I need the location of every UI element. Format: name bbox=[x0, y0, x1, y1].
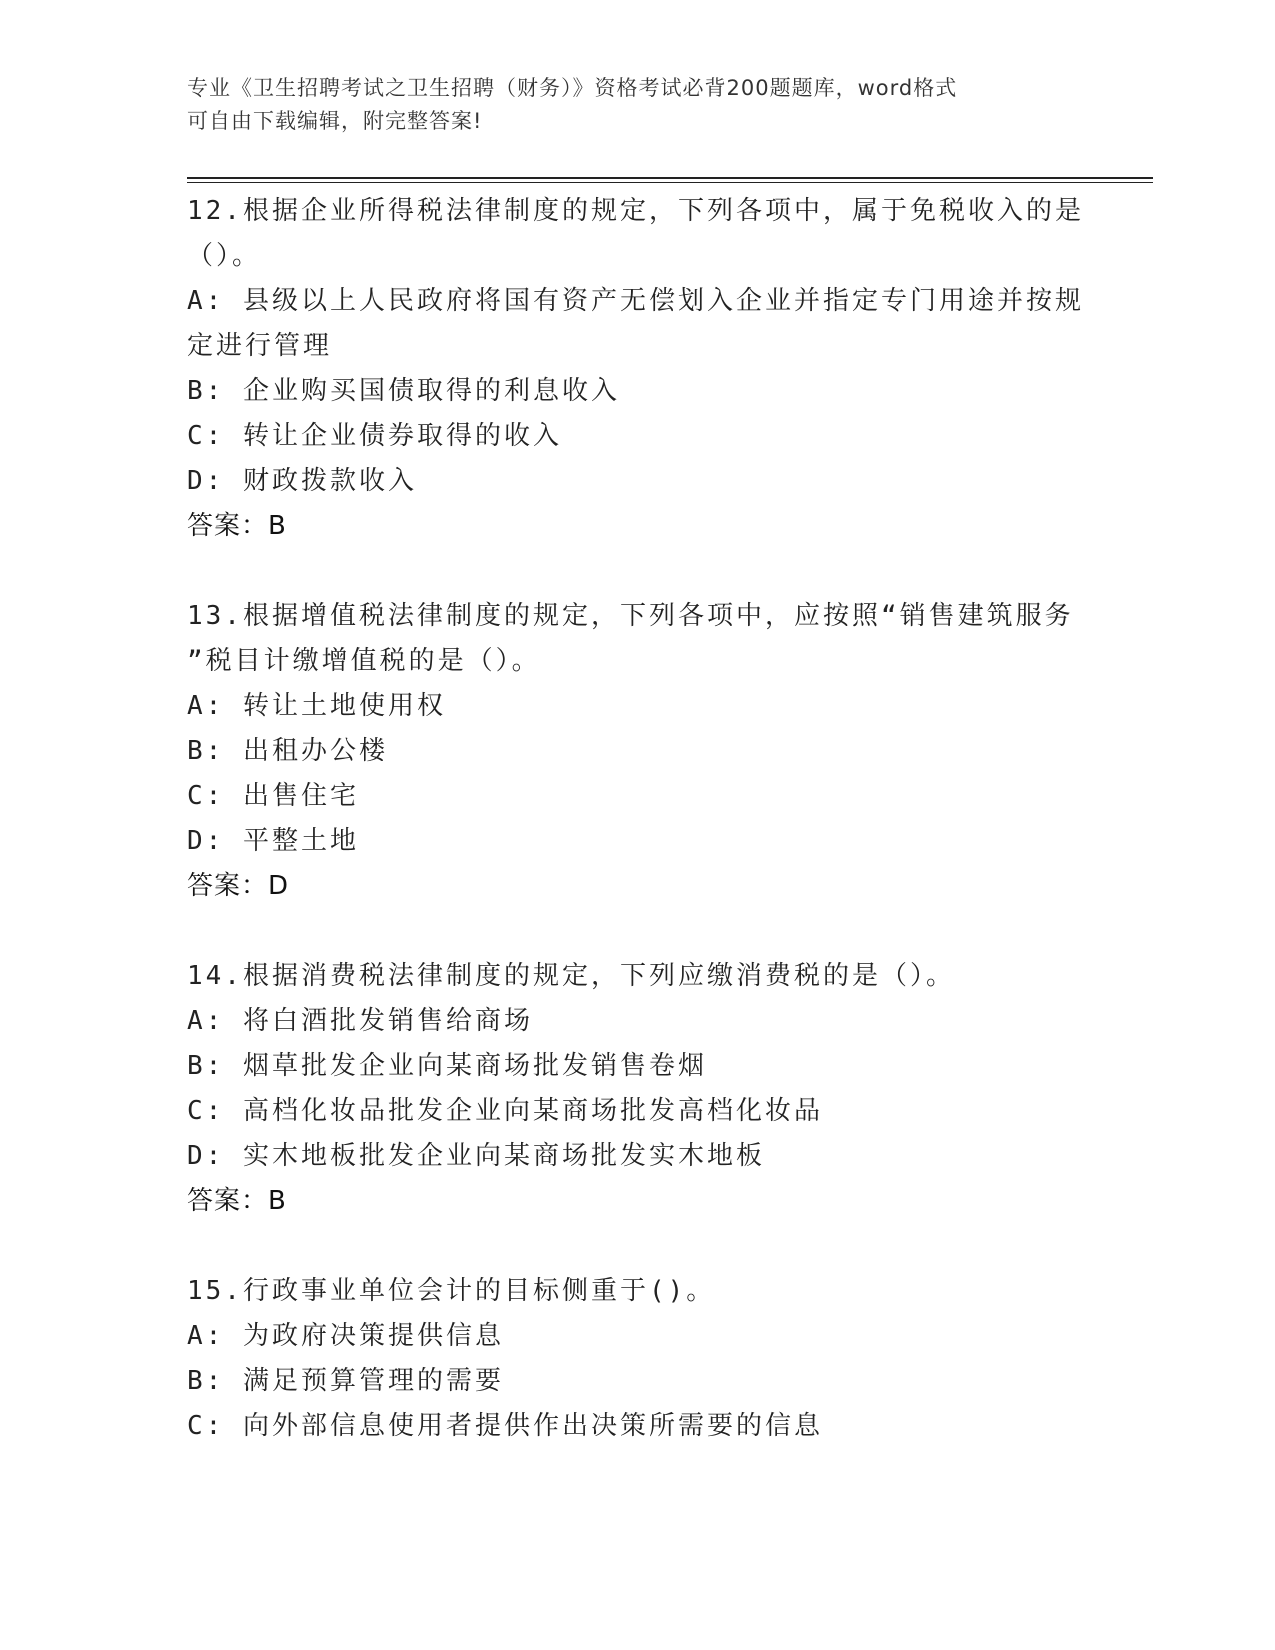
question-12 bbox=[187, 189, 1087, 549]
question-spacer bbox=[187, 909, 1087, 954]
answer-label: 答案：D bbox=[187, 871, 290, 901]
answer-label: 答案：B bbox=[187, 511, 287, 541]
option-c: C: 出售住宅 bbox=[187, 781, 359, 811]
option-a: 定进行管理 bbox=[187, 331, 333, 361]
answer-label: 答案：B bbox=[187, 1186, 287, 1216]
question-spacer bbox=[187, 549, 1087, 594]
document-header bbox=[187, 72, 1087, 138]
option-c: C: 转让企业债券取得的收入 bbox=[187, 421, 562, 451]
question-stem: ”税目计缴增值税的是（）。 bbox=[187, 646, 541, 676]
question-15 bbox=[187, 1269, 1087, 1449]
question-stem: 13.根据增值税法律制度的规定，下列各项中，应按照“销售建筑服务 bbox=[187, 601, 1074, 631]
option-a: A: 转让土地使用权 bbox=[187, 691, 446, 721]
question-list bbox=[187, 189, 1087, 1449]
option-b: B: 烟草批发企业向某商场批发销售卷烟 bbox=[187, 1051, 707, 1081]
question-stem: （）。 bbox=[187, 241, 262, 271]
question-stem: 15.行政事业单位会计的目标侧重于()。 bbox=[187, 1276, 716, 1306]
header-line-2: 可自由下载编辑，附完整答案! bbox=[187, 109, 483, 133]
header-rule-thin bbox=[187, 182, 1153, 183]
option-d: D: 平整土地 bbox=[187, 826, 359, 856]
question-stem: 14.根据消费税法律制度的规定，下列应缴消费税的是（）。 bbox=[187, 961, 955, 991]
option-b: B: 满足预算管理的需要 bbox=[187, 1366, 504, 1396]
question-stem: 12.根据企业所得税法律制度的规定，下列各项中，属于免税收入的是 bbox=[187, 196, 1084, 226]
option-b: B: 企业购买国债取得的利息收入 bbox=[187, 376, 620, 406]
option-b: B: 出租办公楼 bbox=[187, 736, 388, 766]
option-c: C: 向外部信息使用者提供作出决策所需要的信息 bbox=[187, 1411, 823, 1441]
header-rule-thick bbox=[187, 177, 1153, 179]
option-a: A: 县级以上人民政府将国有资产无偿划入企业并指定专门用途并按规 bbox=[187, 286, 1084, 316]
question-14 bbox=[187, 954, 1087, 1224]
question-13 bbox=[187, 594, 1087, 909]
option-d: D: 实木地板批发企业向某商场批发实木地板 bbox=[187, 1141, 765, 1171]
option-d: D: 财政拨款收入 bbox=[187, 466, 417, 496]
header-line-1: 专业《卫生招聘考试之卫生招聘（财务）》资格考试必背200题题库，word格式 bbox=[187, 76, 958, 100]
option-a: A: 将白酒批发销售给商场 bbox=[187, 1006, 533, 1036]
question-spacer bbox=[187, 1224, 1087, 1269]
option-a: A: 为政府决策提供信息 bbox=[187, 1321, 504, 1351]
option-c: C: 高档化妆品批发企业向某商场批发高档化妆品 bbox=[187, 1096, 823, 1126]
